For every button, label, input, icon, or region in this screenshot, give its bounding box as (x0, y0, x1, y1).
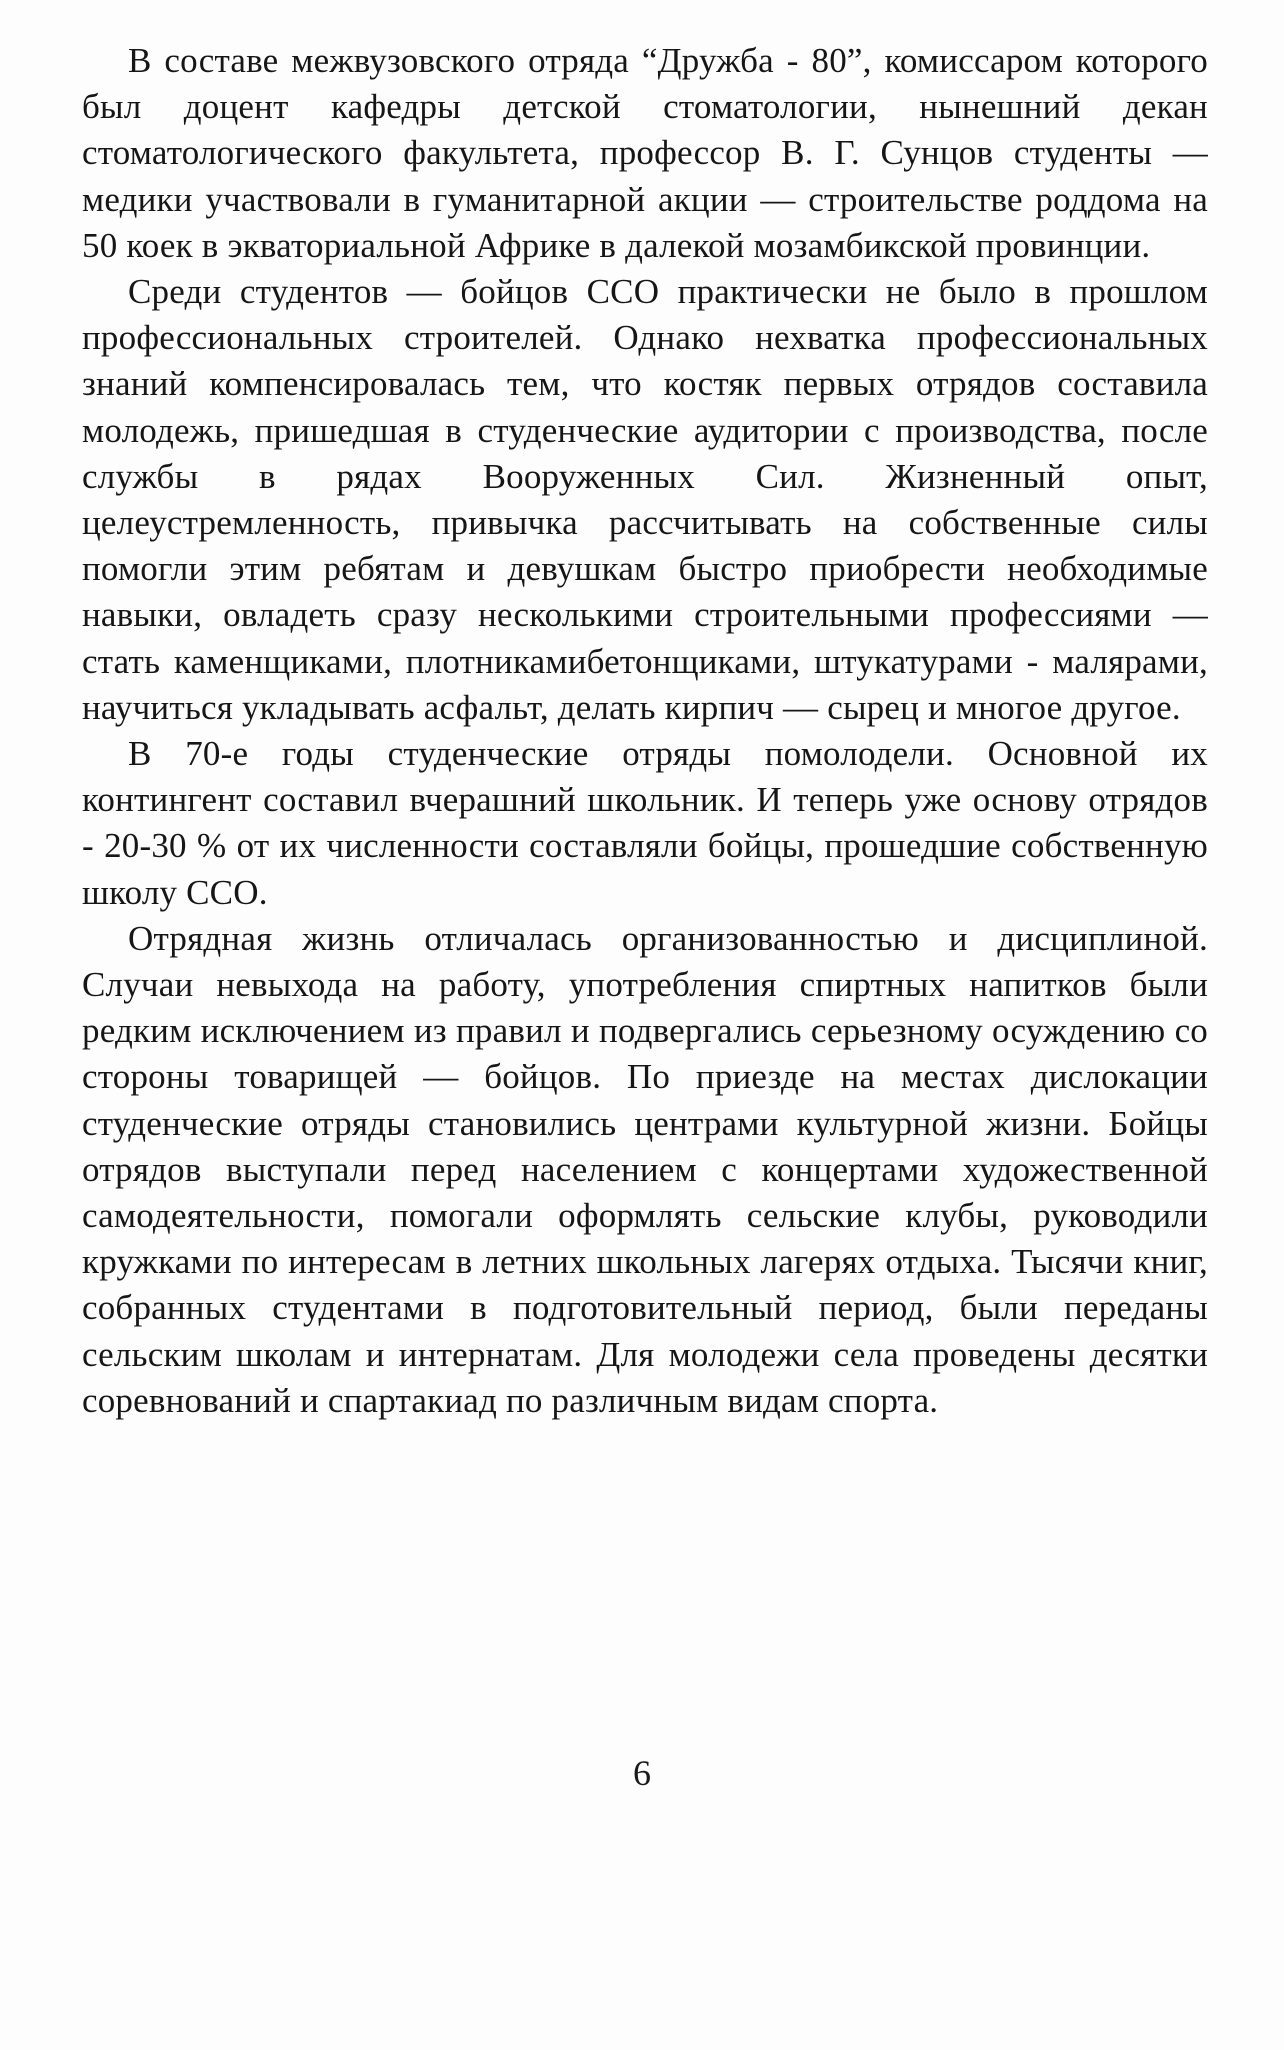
paragraph-1: В составе межвузовского отряда “Дружба - 80”, комиссаром которого был доцент кафедры детской стоматологии, нынешний декан стоматологического факультета, профессор В. Г. Сунцов студенты — медики участвовали в гуманитарной акции — строительстве роддома на 50 коек в экваториальной Африке в далекой мозамбикской провинции. (82, 41, 1208, 265)
paragraph-3: В 70-е годы студенческие отряды помолодели. Основной их контингент составил вчерашний школьник. И теперь уже основу отрядов - 20-30 % от их численности составляли бойцы, прошедшие собственную школу ССО. (82, 734, 1208, 912)
paragraph-4: Отрядная жизнь отличалась организованностью и дисциплиной. Случаи невыхода на работу, употребления спиртных напитков были редким исключением из правил и подвергались серьезному осуждению со стороны товарищей — бойцов. По приезде на местах дислокации студенческие отряды становились центрами культурной жизни. Бойцы отрядов выступали перед населением с концертами художественной самодеятельности, помогали оформлять сельские клубы, руководили кружками по интересам в летних школьных лагерях отдыха. Тысячи книг, собранных студентами в подготовительный период, были переданы сельским школам и интернатам. Для молодежи села проведены десятки соревнований и спартакиад по различным видам спорта. (82, 918, 1208, 1420)
body-text (82, 38, 1208, 1424)
paragraph-2: Среди студентов — бойцов ССО практически не было в прошлом профессиональных строителей. Однако нехватка профессиональных знаний компенсировалась тем, что костяк первых отрядов составила молодежь, пришедшая в студенческие аудитории с производства, после службы в рядах Вооруженных Сил. Жизненный опыт, целеустремленность, привычка рассчитывать на собственные силы помогли этим ребятам и девушкам быстро приобрести необходимые навыки, овладеть сразу несколькими строительными профессиями — стать каменщиками, плотникамибетонщиками, штукатурами - малярами, научиться укладывать асфальт, делать кирпич — сырец и многое другое. (82, 272, 1208, 727)
page-number: 6 (633, 1753, 651, 1793)
